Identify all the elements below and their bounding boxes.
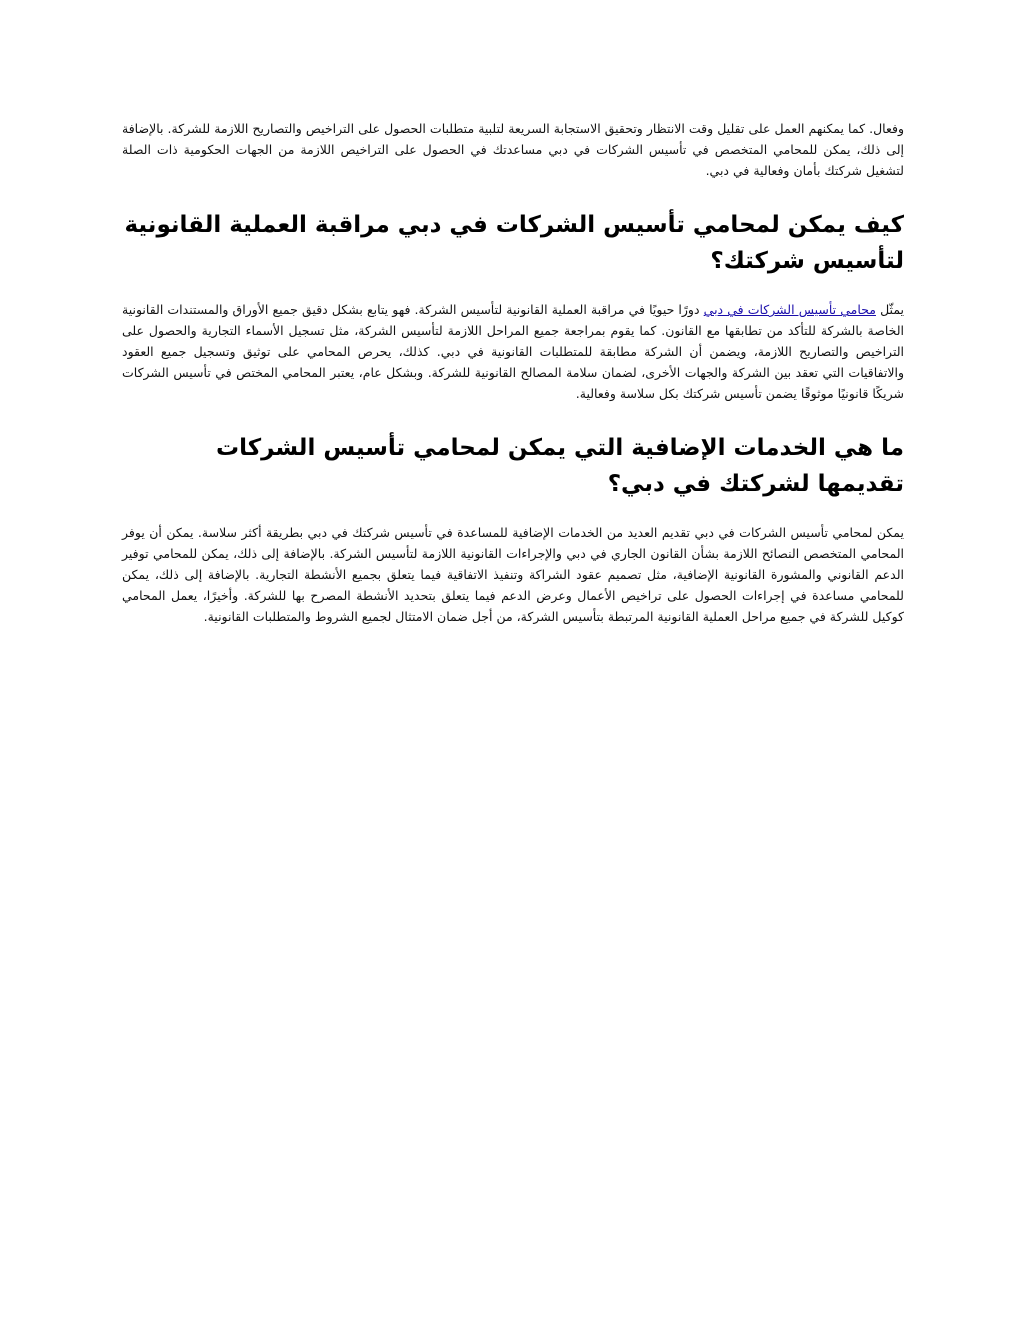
paragraph-body: دورًا حيويًا في مراقبة العملية القانونية لتأسيس الشركة. فهو يتابع بشكل دقيق جميع الأوراق والمستندات القانونية الخاصة بالشركة للتأكد من تطابقها مع القانون. كما يقوم بمراجعة جميع المراحل اللازمة لتأسيس الشركة، مثل تسجيل الأسماء التجارية والحصول على التراخيص والتصاريح اللازمة، ويضمن أن الشركة مطابقة للمتطلبات القانونية في دبي. كذلك، يحرص المحامي على توثيق وتسجيل جميع العقود والاتفاقيات التي تعقد بين الشركة والجهات الأخرى، لضمان سلامة المصالح القانونية للشركة. وبشكل عام، يعتبر المحامي المختص في تأسيس الشركات شريكًا قانونيًا موثوقًا يضمن تأسيس شركتك بكل سلاسة وفعالية. [122,302,904,401]
paragraph-prefix: يمثّل [875,302,905,317]
paragraph-additional-services: يمكن لمحامي تأسيس الشركات في دبي تقديم العديد من الخدمات الإضافية للمساعدة في تأسيس شركتك في دبي بطريقة أكثر سلاسة. يمكن أن يوفر المحامي المتخصص النصائح اللازمة بشأن القانون الجاري في دبي والإجراءات القانونية اللازمة لتأسيس الشركة. بالإضافة إلى ذلك، يمكن للمحامي توفير الدعم القانوني والمشورة القانونية الإضافية، مثل تصميم عقود الشراكة وتنفيذ الاتفاقية فيما يتعلق بجميع الأنشطة التجارية. بالإضافة إلى ذلك، يمكن للمحامي مساعدة في إجراءات الحصول على تراخيص الأعمال وعرض الدعم فيما يتعلق بتحديد الأنشطة المصرح بها للشركة. وأخيرًا، يعمل المحامي كوكيل للشركة في جميع مراحل العملية القانونية المرتبطة بتأسيس الشركة، من أجل ضمان الامتثال لجميع الشروط والمتطلبات القانونية. [122,525,904,624]
paragraph-legal-monitoring [122,299,904,404]
lawyer-link[interactable]: محامي تأسيس الشركات في دبي [703,302,876,317]
paragraph-intro: وفعال. كما يمكنهم العمل على تقليل وقت الانتظار وتحقيق الاستجابة السريعة لتلبية متطلبات الحصول على التراخيص والتصاريح اللازمة للشركة. بالإضافة إلى ذلك، يمكن للمحامي المتخصص في تأسيس الشركات في دبي مساعدتك في الحصول على التراخيص اللازمة من الجهات الحكومية ذات الصلة لتشغيل شركتك بأمان وفعالية في دبي. [122,121,904,178]
heading-legal-monitoring: كيف يمكن لمحامي تأسيس الشركات في دبي مراقبة العملية القانونية لتأسيس شركتك؟ [124,212,904,274]
heading-additional-services: ما هي الخدمات الإضافية التي يمكن لمحامي تأسيس الشركات تقديمها لشركتك في دبي؟ [215,435,904,497]
document-page [122,118,904,627]
